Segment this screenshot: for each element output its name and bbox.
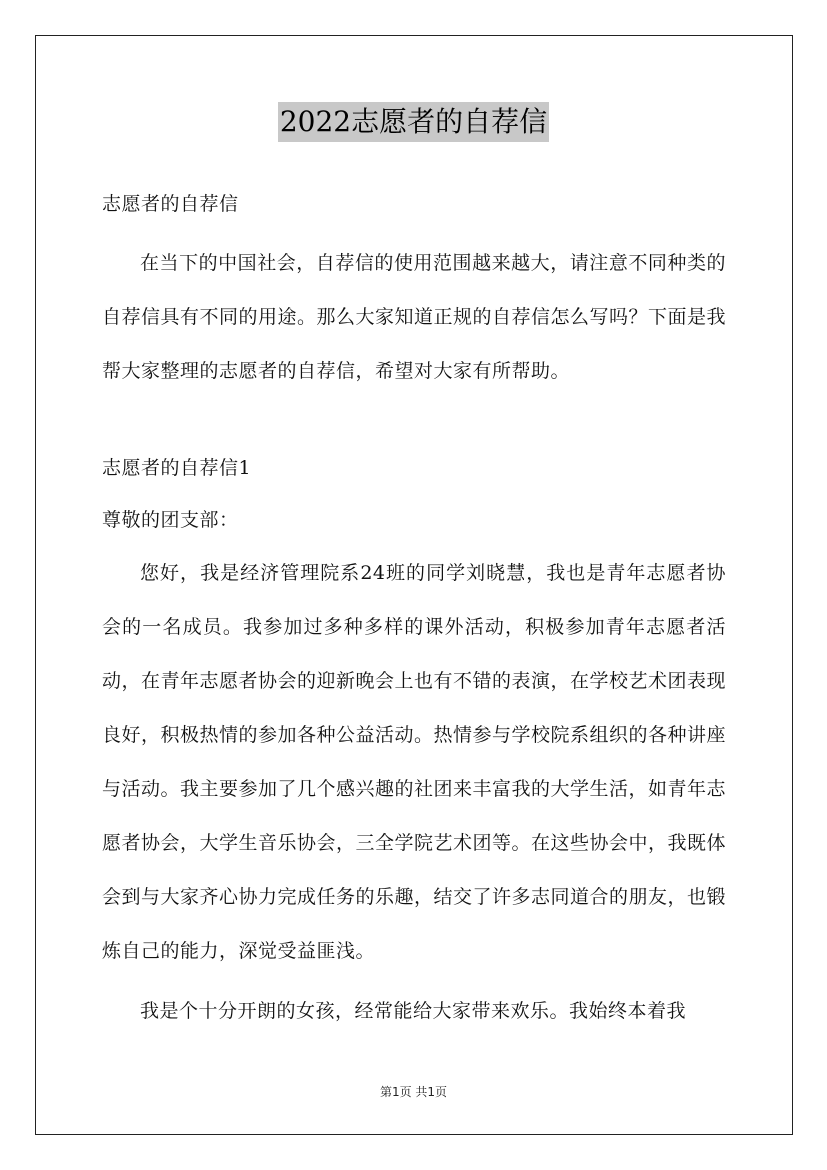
intro-paragraph: 在当下的中国社会，自荐信的使用范围越来越大，请注意不同种类的自荐信具有不同的用途。那么大家知道正规的自荐信怎么写吗？下面是我帮大家整理的志愿者的自荐信，希望对大家有所帮助。 <box>102 252 727 382</box>
salutation: 尊敬的团支部： <box>102 509 239 531</box>
document-title-text: 2022志愿者的自荐信 <box>278 102 549 142</box>
document-title <box>0 102 827 142</box>
subtitle: 志愿者的自荐信 <box>102 193 239 215</box>
body-paragraph: 我是个十分开朗的女孩，经常能给大家带来欢乐。我始终本着我 <box>140 1000 687 1022</box>
section-heading: 志愿者的自荐信1 <box>102 457 252 479</box>
body-paragraph: 您好，我是经济管理院系24班的同学刘晓慧，我也是青年志愿者协会的一名成员。我参加过多种多样的课外活动，积极参加青年志愿者活动，在青年志愿者协会的迎新晚会上也有不错的表演，在学校艺术团表现良好，积极热情的参加各种公益活动。热情参与学校院系组织的各种讲座与活动。我主要参加了几个感兴趣的社团来丰富我的大学生活，如青年志愿者协会，大学生音乐协会，三全学院艺术团等。在这些协会中，我既体会到与大家齐心协力完成任务的乐趣，结交了许多志同道合的朋友，也锻炼自己的能力，深觉受益匪浅。 <box>102 562 727 962</box>
document-body <box>102 178 726 1038</box>
page-footer: 第1页 共1页 <box>379 1085 448 1099</box>
